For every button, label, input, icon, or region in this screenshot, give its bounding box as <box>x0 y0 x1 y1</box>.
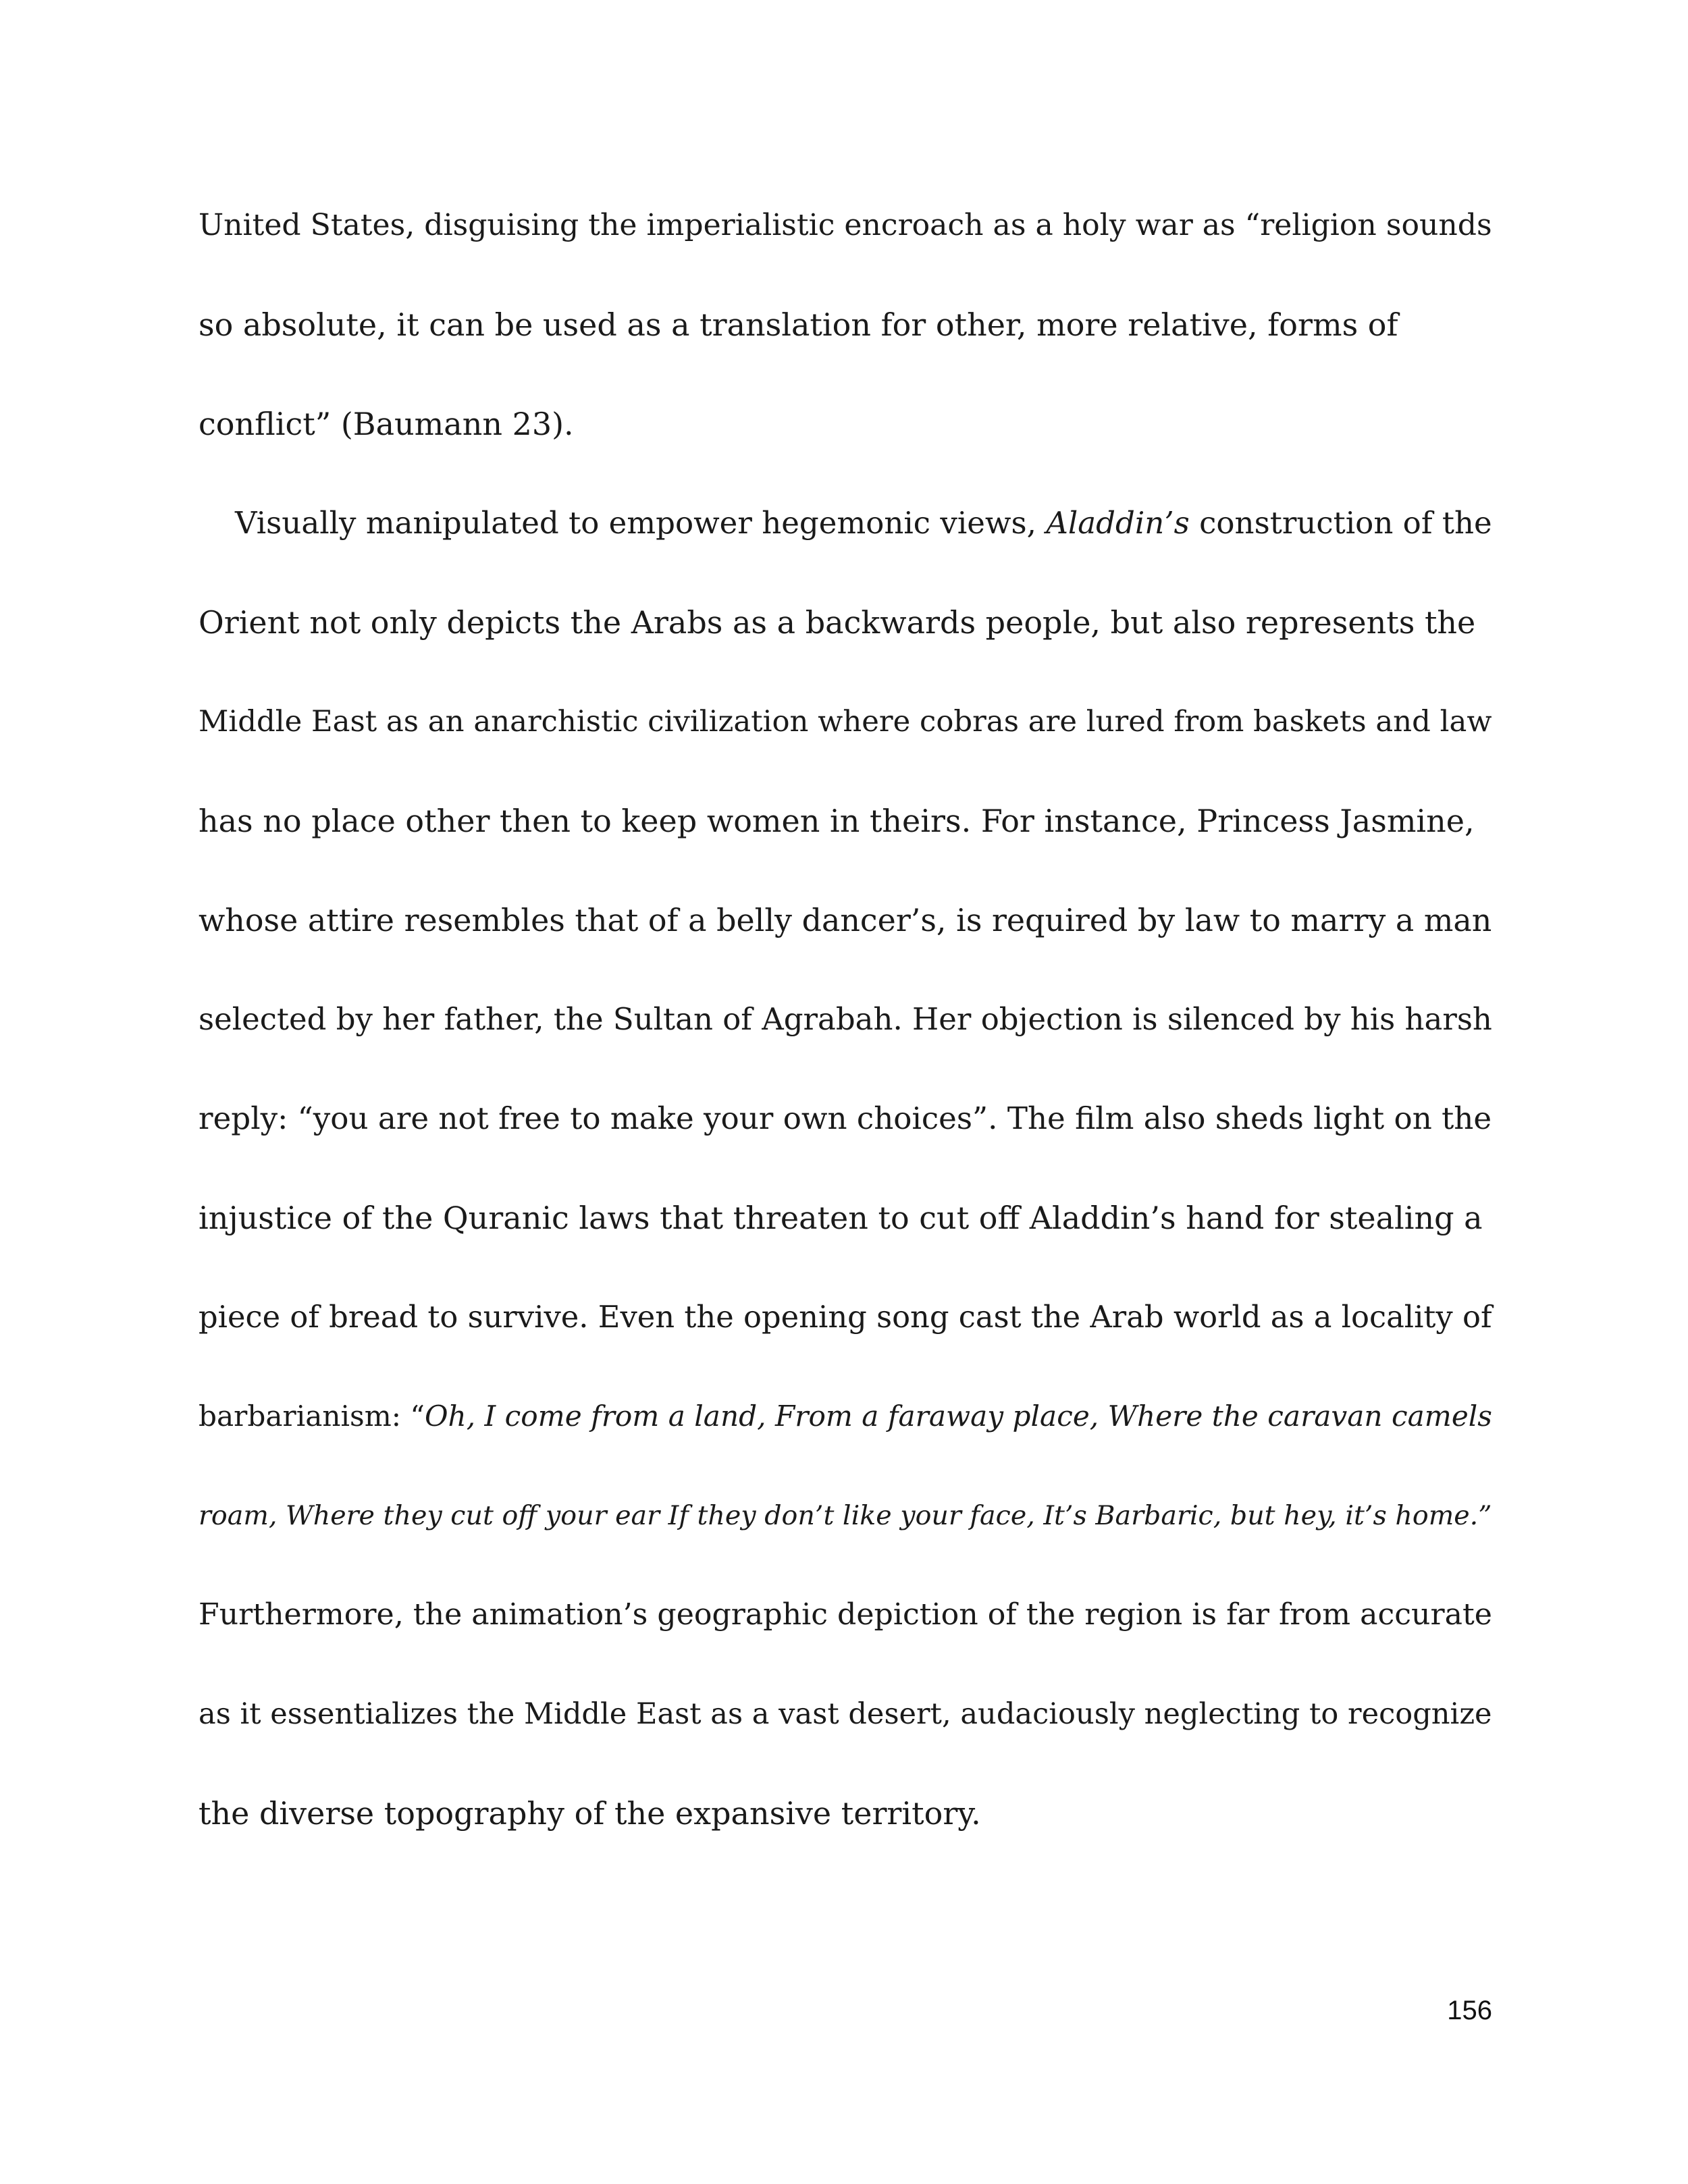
text-line: has no place other then to keep women in theirs. For instance, Princess Jasmine, <box>199 803 1475 839</box>
text-line: as it essentializes the Middle East as a vast desert, audaciously neglecting to recognize <box>199 1697 1492 1731</box>
text-line-italic <box>199 1489 1492 1543</box>
text-line: reply: “you are not free to make your own choices”. The film also sheds light on the <box>199 1100 1492 1136</box>
text-line: Middle East as an anarchistic civilization where cobras are lured from baskets and law <box>199 705 1492 739</box>
text-line: conflict” (Baumann 23). <box>199 406 574 442</box>
page-number: 156 <box>1447 1996 1492 2025</box>
text-line: the diverse topography of the expansive territory. <box>199 1795 981 1832</box>
text-line: Orient not only depicts the Arabs as a backwards people, but also represents the <box>199 604 1476 641</box>
text-segment: construction of the <box>1199 505 1492 541</box>
text-line: selected by her father, the Sultan of Agrabah. Her objection is silenced by his harsh <box>199 1001 1492 1037</box>
paragraph-first-line <box>235 496 1492 550</box>
text-line: United States, disguising the imperialistic encroach as a holy war as “religion sounds <box>199 208 1492 242</box>
text-segment: Visually manipulated to empower hegemonic views, <box>235 505 1036 541</box>
film-title-italic: Aladdin’s <box>1046 505 1190 541</box>
text-line: whose attire resembles that of a belly dancer’s, is required by law to marry a man <box>199 902 1492 938</box>
text-segment: barbarianism: “ <box>199 1400 425 1433</box>
text-line: so absolute, it can be used as a translation for other, more relative, forms of <box>199 307 1398 343</box>
text-line: Furthermore, the animation’s geographic depiction of the region is far from accurate <box>199 1597 1492 1632</box>
text-line: injustice of the Quranic laws that threaten to cut off Aladdin’s hand for stealing a <box>199 1200 1483 1236</box>
song-quote-italic: Oh, I come from a land, From a faraway place, Where the caravan camels <box>424 1400 1492 1433</box>
song-quote-italic: roam, Where they cut off your ear If they don’t like your face, It’s Barbaric, but hey, it’s home.” <box>199 1500 1492 1531</box>
text-line: piece of bread to survive. Even the opening song cast the Arab world as a locality of <box>199 1299 1492 1335</box>
text-line <box>199 1389 1492 1443</box>
